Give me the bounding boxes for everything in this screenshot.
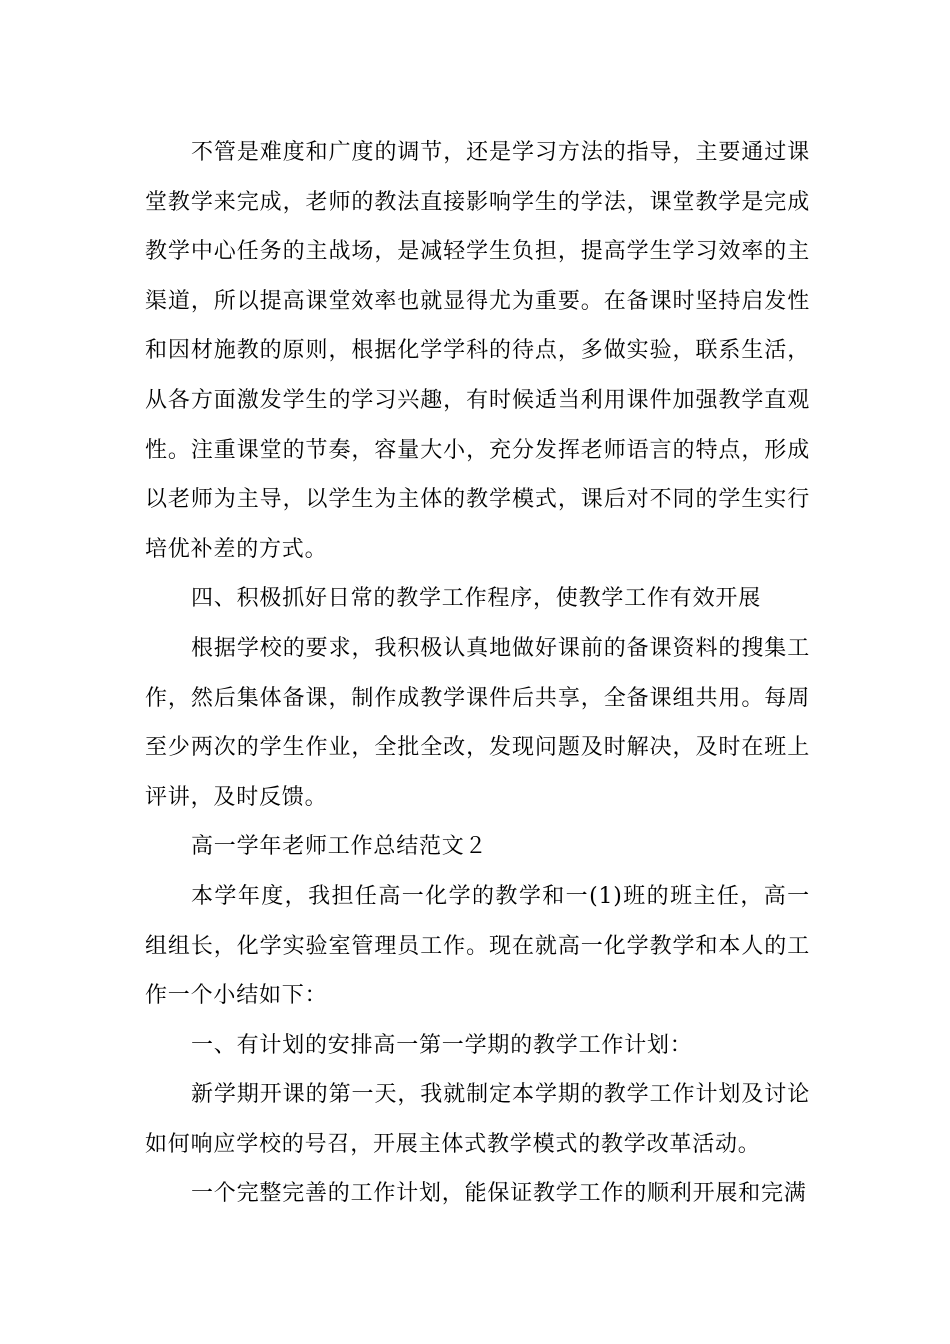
paragraph-intro: 本学年度，我担任高一化学的教学和一(1)班的班主任，高一组组长，化学实验室管理员工作。现在就高一化学教学和本人的工作一个小结如下： [145,883,810,1009]
paragraph-new-semester: 新学期开课的第一天，我就制定本学期的教学工作计划及讨论如何响应学校的号召，开展主体式教学模式的教学改革活动。 [145,1082,810,1157]
section-heading-four: 四、积极抓好日常的教学工作程序，使教学工作有效开展 [191,586,762,612]
paragraph-work-plan: 一个完整完善的工作计划，能保证教学工作的顺利开展和完满 [191,1181,807,1207]
paragraph-lesson-preparation: 根据学校的要求，我积极认真地做好课前的备课资料的搜集工作，然后集体备课，制作成教学课件后共享，全备课组共用。每周至少两次的学生作业，全批全改，发现问题及时解决，及时在班上评讲，及时反馈。 [145,635,810,810]
paragraph-classroom-teaching: 不管是难度和广度的调节，还是学习方法的指导，主要通过课堂教学来完成，老师的教法直接影响学生的学法，课堂教学是完成教学中心任务的主战场，是减轻学生负担，提高学生学习效率的主渠道，所以提高课堂效率也就显得尤为重要。在备课时坚持启发性和因材施教的原则，根据化学学科的待点，多做实验，联系生活，从各方面激发学生的学习兴趣，有时候适当利用课件加强教学直观性。注重课堂的节奏，容量大小，充分发挥老师语言的特点，形成以老师为主导，以学生为主体的教学模式，课后对不同的学生实行培优补差的方式。 [145,140,810,562]
document-body [145,128,810,1219]
section-heading-one: 一、有计划的安排高一第一学期的教学工作计划： [191,1032,693,1058]
document-subtitle: 高一学年老师工作总结范文２ [191,834,488,860]
